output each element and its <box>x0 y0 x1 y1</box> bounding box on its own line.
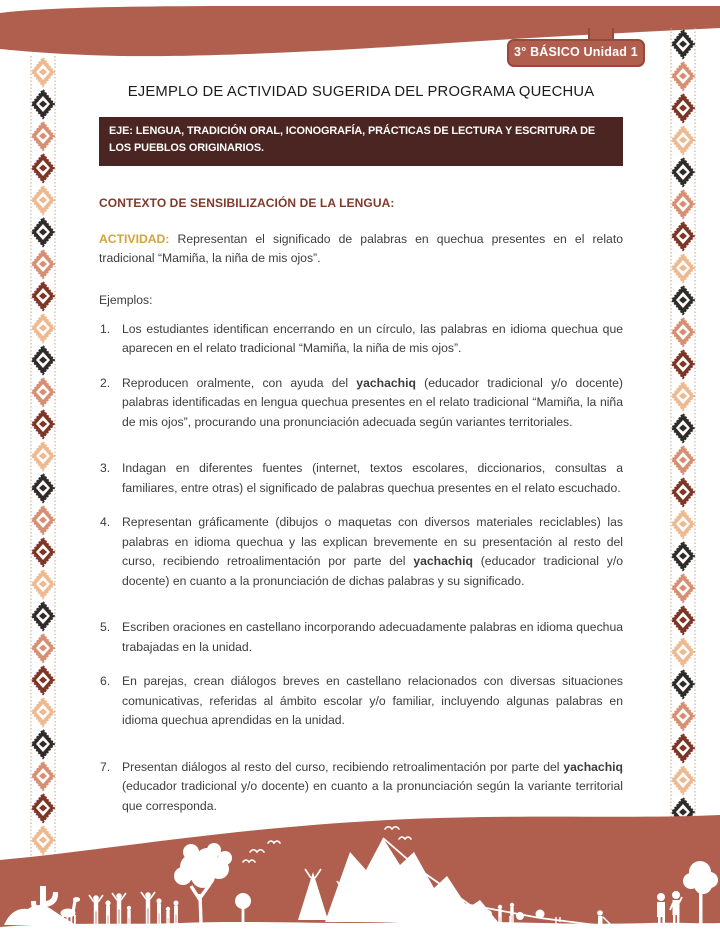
list-item-number: 3. <box>100 461 111 476</box>
activity-paragraph <box>99 230 623 269</box>
unit-badge: 3° BÁSICO Unidad 1 <box>507 39 645 67</box>
footer-landscape-icon <box>0 810 720 932</box>
page-title: EJEMPLO DE ACTIVIDAD SUGERIDA DEL PROGRAMA QUECHUA <box>127 84 595 100</box>
list-item <box>99 758 623 817</box>
list-item <box>99 618 623 657</box>
textile-border-right-icon <box>670 28 696 822</box>
list-item-text: Escriben oraciones en castellano incorporando adecuadamente palabras en idioma quechua trabajadas en la unidad. <box>122 620 623 654</box>
list-item <box>99 513 623 591</box>
list-item-text: Presentan diálogos al resto del curso, recibiendo retroalimentación por parte del yachachiq (educador tradicional y/o docente) en cuanto a la pronunciación según la variante territorial que corresponda. <box>122 759 623 813</box>
list-item-text: Representan gráficamente (dibujos o maquetas con diversos materiales reciclables) las palabras en idioma quechua y las explican brevemente en su presentación al resto del curso, recibiendo retroalimentación por parte del yachachiq (educador tradicional y/o docente) en cuanto a la pronunciación de dichas palabras y su significado. <box>122 515 623 588</box>
textile-border-left-icon <box>30 56 56 856</box>
activity-list <box>99 320 623 817</box>
list-item-number: 4. <box>100 515 111 530</box>
document-content <box>99 84 623 831</box>
activity-text: Representan el significado de palabras en quechua presentes en el relato tradicional “Mamiña, la niña de mis ojos”. <box>99 231 623 266</box>
list-item-text: En parejas, crean diálogos breves en castellano relacionados con diversas situaciones comunicativas, referidas al ámbito escolar y/o familiar, incluyendo algunas palabras en idioma quechua aprendidas en la unidad. <box>122 674 623 728</box>
list-item <box>99 320 623 359</box>
list-item-text: Reproducen oralmente, con ayuda del yachachiq (educador tradicional y/o docente) palabras identificadas en lengua quechua presentes en el relato tradicional “Mamiña, la niña de mis ojos”, procurando una pronunciación adecuada según variantes territoriales. <box>122 375 623 429</box>
list-item <box>99 459 623 498</box>
list-item-number: 1. <box>100 321 111 336</box>
list-item-number: 5. <box>100 620 111 635</box>
list-item-text: Indagan en diferentes fuentes (internet, textos escolares, diccionarios, consultas a familiares, entre otras) el significado de palabras quechua presentes en el relato escuchado. <box>122 461 623 495</box>
list-item-number: 7. <box>100 759 111 774</box>
activity-label: ACTIVIDAD: <box>99 231 170 246</box>
list-item-number: 2. <box>100 375 111 390</box>
list-item <box>99 374 623 433</box>
context-heading: CONTEXTO DE SENSIBILIZACIÓN DE LA LENGUA: <box>99 195 395 210</box>
list-item <box>99 672 623 731</box>
examples-label: Ejemplos: <box>99 292 153 307</box>
eje-banner: EJE: LENGUA, TRADICIÓN ORAL, ICONOGRAFÍA, PRÁCTICAS DE LECTURA Y ESCRITURA DE LOS PUEBLOS ORIGINARIOS. <box>99 117 623 166</box>
list-item-number: 6. <box>100 674 111 689</box>
list-item-text: Los estudiantes identifican encerrando en un círculo, las palabras en idioma quechua que aparecen en el relato tradicional “Mamiña, la niña de mis ojos”. <box>122 321 623 356</box>
